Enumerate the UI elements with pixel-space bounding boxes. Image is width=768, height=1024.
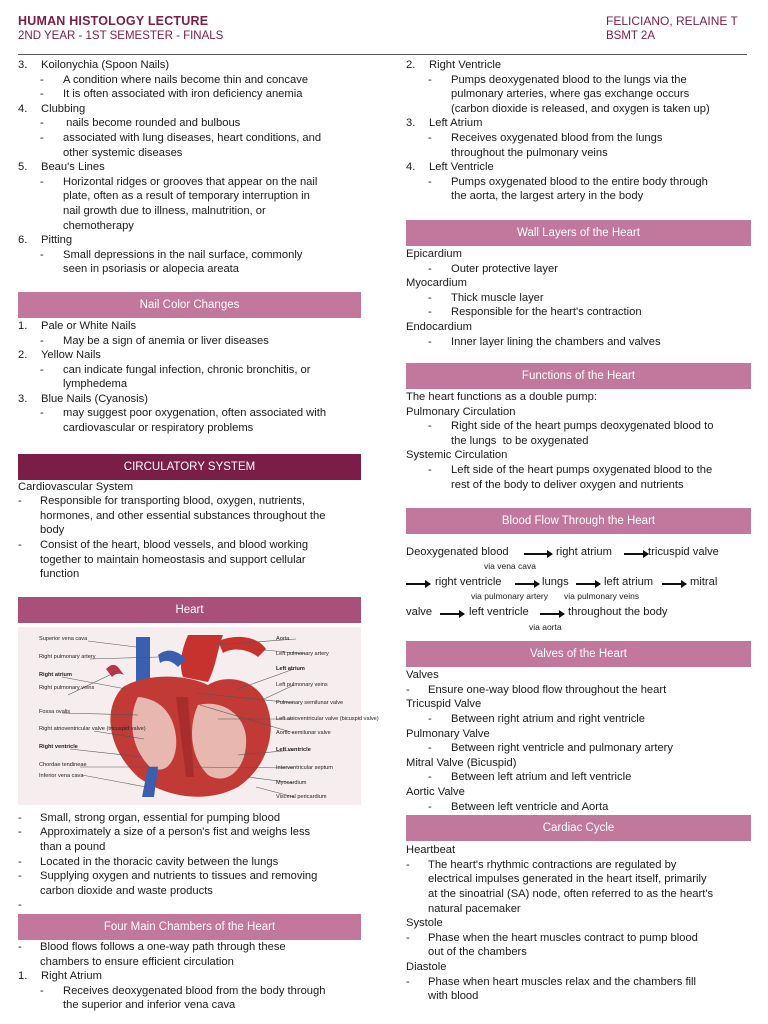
flow-step: valve (406, 606, 433, 619)
bullet-item: - associated with lung diseases, heart conditions, and (40, 131, 322, 144)
bullet-item: - Right side of the heart pumps deoxygenated blood to (428, 420, 714, 433)
bullet-item: - nails become rounded and bulbous (40, 117, 241, 130)
header-rule (18, 54, 747, 55)
right-column (406, 58, 751, 1004)
bullet-item: - Pumps deoxygenated blood to the lungs via the (428, 73, 687, 86)
subheading: Endocardium (406, 320, 472, 333)
bullet-item: - Between right atrium and right ventricle (428, 713, 646, 726)
subheading: Heartbeat (406, 844, 456, 857)
bullet-cont: plate, often as a result of temporary interruption in (63, 190, 310, 203)
flow-note: via pulmonary veins (564, 591, 640, 602)
left-column (18, 58, 379, 1013)
bullet-cont: electrical impulses generated in the heart itself, primarily (428, 873, 707, 886)
bullet-cont: carbon dioxide and waste products (40, 884, 213, 897)
list-item: 3. Blue Nails (Cyanosis) (18, 392, 148, 405)
bullet-item: - Blood flows follows a one-way path through these (18, 940, 286, 953)
bullet-item: - can indicate fungal infection, chronic bronchitis, or (40, 363, 311, 376)
bullet-cont: at the sinoatrial (SA) node, often referred to as the heart's (428, 887, 714, 900)
section-heading-cardiac-cycle: Cardiac Cycle (406, 815, 751, 841)
subheading: Systole (406, 917, 443, 930)
bullet-item: - Between left ventricle and Aorta (428, 800, 609, 813)
bullet-item: - Responsible for transporting blood, oxygen, nutrients, (18, 495, 305, 508)
list-item: 4. Left Ventricle (406, 161, 494, 174)
doc-subtitle: 2ND YEAR - 1ST SEMESTER - FINALS (18, 30, 224, 42)
fig-label: Right pulmonary artery (39, 653, 96, 660)
bullet-cont: chambers to ensure efficient circulation (40, 955, 234, 968)
subheading: Pulmonary Valve (406, 727, 490, 740)
section-heading-heart: Heart (18, 597, 361, 623)
author-name: FELICIANO, RELAINE T (606, 14, 738, 28)
bullet-item: - may suggest poor oxygenation, often associated with (40, 407, 327, 420)
subheading: Valves (406, 669, 439, 682)
bullet-cont: body (40, 524, 65, 537)
bullet-cont: seen in psoriasis or alopecia areata (63, 263, 239, 276)
bullet-empty: - (18, 899, 22, 912)
subheading: Pulmonary Circulation (406, 405, 516, 418)
bullet-cont: throughout the pulmonary veins (451, 146, 608, 159)
bullet-item: - Receives oxygenated blood from the lungs (428, 131, 663, 144)
fig-label: Inferior vena cava (39, 772, 84, 779)
bullet-item: - Ensure one-way blood flow throughout the heart (406, 683, 667, 696)
section-heading-valves: Valves of the Heart (406, 641, 751, 667)
flow-step: throughout the body (568, 606, 668, 619)
author-section: BSMT 2A (606, 30, 655, 42)
bullet-cont: with blood (428, 990, 479, 1003)
bullet-item: - Phase when the heart muscles contract to pump blood (406, 931, 698, 944)
flow-note: via vena cava (484, 561, 536, 572)
bullet-item: - Supplying oxygen and nutrients to tissues and removing (18, 870, 318, 883)
bullet-cont: out of the chambers (428, 946, 527, 959)
bullet-cont: the aorta, the largest artery in the body (451, 190, 644, 203)
list-item: 3. Koilonychia (Spoon Nails) (18, 59, 170, 71)
heart-diagram (18, 627, 379, 805)
bullet-item: - Receives deoxygenated blood from the body through (40, 984, 326, 997)
heart-illustration (18, 627, 379, 805)
bullet-item: - Left side of the heart pumps oxygenated blood to the (428, 464, 713, 477)
fig-label: Myocardium (276, 779, 307, 786)
bullet-cont: cardiovascular or respiratory problems (63, 422, 254, 435)
flow-step: tricuspid valve (648, 546, 719, 559)
subheading: Mitral Valve (Bicuspid) (406, 756, 517, 769)
bullet-item: - Outer protective layer (428, 262, 558, 275)
list-item: 5. Beau's Lines (18, 161, 105, 174)
bullet-item: - Between left atrium and left ventricle (428, 771, 632, 784)
arrow-icon (662, 583, 686, 584)
arrow-icon (540, 613, 564, 614)
flow-step: left atrium (604, 576, 654, 589)
bullet-item: - Inner layer lining the chambers and valves (428, 335, 661, 348)
arrow-icon (406, 583, 430, 584)
bullet-cont: natural pacemaker (428, 902, 521, 915)
bullet-item: - Pumps oxygenated blood to the entire body through (428, 175, 708, 188)
arrow-icon (524, 553, 552, 554)
section-heading-functions: Functions of the Heart (406, 363, 751, 389)
fig-label: Left atrioventricular valve (bicuspid valve) (276, 715, 379, 722)
bullet-item: - A condition where nails become thin and concave (40, 73, 309, 86)
arrow-icon (515, 583, 539, 584)
bullet-cont: than a pound (40, 841, 106, 853)
subheading: Tricuspid Valve (406, 698, 482, 711)
fig-label: Right atrioventricular valve (tricuspid valve) (39, 725, 146, 732)
bullet-cont: nail growth due to illness, malnutrition, or (63, 204, 266, 217)
arrow-icon (576, 583, 600, 584)
bullet-item: - It is often associated with iron deficiency anemia (40, 88, 303, 101)
fig-label: Pulmonary semilunar valve (276, 699, 344, 706)
bullet-item: - Approximately a size of a person's fist and weighs less (18, 826, 311, 839)
fig-label: Visceral pericardium (276, 793, 327, 800)
subheading: Diastole (406, 960, 447, 973)
bullet-item: - Responsible for the heart's contraction (428, 306, 642, 319)
bullet-cont: the lungs to be oxygenated (451, 434, 589, 447)
arrow-icon (440, 613, 464, 614)
flow-note: via pulmonary artery (471, 591, 549, 602)
bullet-item: - Small, strong organ, essential for pumping blood (18, 811, 281, 824)
fig-label: Interventricular septum (276, 764, 333, 771)
subheading: Cardiovascular System (18, 480, 134, 493)
bullet-cont: hormones, and other essential substances throughout the (40, 509, 326, 522)
bullet-cont: (carbon dioxide is released, and oxygen is taken up) (451, 102, 710, 115)
paragraph: The heart functions as a double pump: (406, 391, 597, 404)
subheading: Aortic Valve (406, 786, 465, 798)
list-item: 2. Yellow Nails (18, 349, 101, 362)
bullet-cont: other systemic diseases (63, 146, 183, 159)
bullet-item: - Small depressions in the nail surface, commonly (40, 248, 303, 261)
section-heading-circulatory: CIRCULATORY SYSTEM (18, 454, 361, 480)
list-item: 3. Left Atrium (406, 117, 483, 130)
fig-label: Chordae tendineae (39, 761, 87, 768)
flow-step: right ventricle (435, 576, 502, 589)
fig-label: Fossa ovalis (39, 708, 71, 715)
bullet-cont: the superior and inferior vena cava (63, 999, 236, 1012)
bullet-item: - Thick muscle layer (428, 291, 544, 304)
fig-label: Left pulmonary veins (276, 681, 328, 688)
bullet-item: - Phase when heart muscles relax and the chambers fill (406, 975, 697, 988)
fig-label: Aorta (276, 635, 290, 642)
flow-step: right atrium (556, 546, 612, 559)
bullet-cont: lymphedema (63, 378, 128, 391)
list-item: 2. Right Ventricle (406, 59, 502, 71)
fig-label: Aortic semilunar valve (276, 729, 331, 736)
bullet-item: - Located in the thoracic cavity between the lungs (18, 855, 279, 868)
list-item: 1. Pale or White Nails (18, 319, 137, 332)
flow-note: via aorta (529, 622, 562, 633)
bullet-cont: pulmonary arteries, where gas exchange occurs (451, 88, 690, 101)
fig-label: Left atrium (276, 665, 305, 672)
bullet-item: - Between right ventricle and pulmonary artery (428, 742, 673, 755)
bullet-cont: together to maintain homeostasis and support cellular (40, 553, 306, 566)
bullet-cont: function (40, 568, 80, 581)
fig-label: Right atrium (39, 671, 72, 678)
fig-label: Right ventricle (39, 743, 78, 750)
list-item: 1. Right Atrium (18, 970, 102, 983)
fig-label: Left pulmonary artery (276, 650, 329, 657)
flow-step: lungs (542, 576, 569, 589)
fig-label: Superior vena cava (39, 635, 88, 642)
bullet-cont: chemotherapy (63, 219, 134, 232)
flow-step: left ventricle (469, 606, 529, 619)
subheading: Myocardium (406, 277, 467, 290)
arrow-icon (624, 553, 648, 554)
bullet-item: - Horizontal ridges or grooves that appear on the nail (40, 175, 318, 188)
section-heading-chambers: Four Main Chambers of the Heart (18, 914, 361, 940)
flow-step: Deoxygenated blood (406, 546, 509, 559)
subheading: Epicardium (406, 247, 462, 260)
section-heading-blood-flow: Blood Flow Through the Heart (406, 508, 751, 534)
fig-label: Left ventricle (276, 746, 311, 753)
flow-step: mitral (690, 576, 718, 589)
section-heading-wall-layers: Wall Layers of the Heart (406, 220, 751, 246)
bullet-item: - The heart's rhythmic contractions are regulated by (406, 858, 677, 871)
list-item: 4. Clubbing (18, 102, 86, 115)
subheading: Systemic Circulation (406, 449, 508, 462)
bullet-item: - May be a sign of anemia or liver diseases (40, 334, 269, 347)
list-item: 6. Pitting (18, 234, 73, 247)
doc-title: HUMAN HISTOLOGY LECTURE (18, 14, 209, 28)
blood-flow-sequence (406, 534, 751, 633)
fig-label: Right pulmonary veins (39, 684, 95, 691)
bullet-item: - Consist of the heart, blood vessels, and blood working (18, 539, 309, 552)
section-heading-nail-color: Nail Color Changes (18, 292, 361, 318)
bullet-cont: rest of the body to deliver oxygen and nutrients (451, 478, 684, 491)
